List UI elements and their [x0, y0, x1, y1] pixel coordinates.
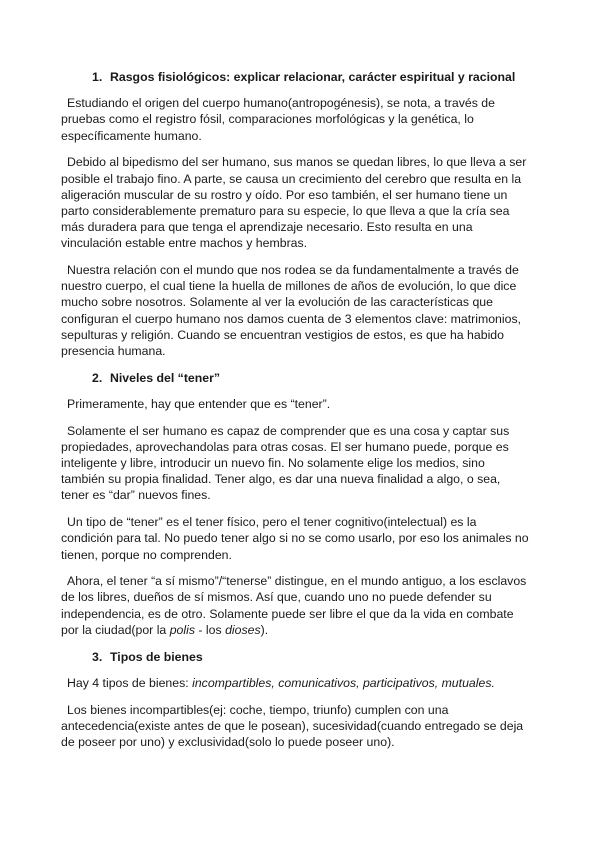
section-3-paragraph-1-intro: Hay 4 tipos de bienes: — [67, 675, 193, 690]
section-2-title: Niveles del “tener” — [110, 370, 221, 385]
section-1-heading — [61, 69, 531, 85]
section-2-paragraph-4 — [61, 573, 531, 638]
section-3-heading — [61, 649, 531, 665]
section-2-paragraph-4-text-start: Ahora, el tener “a sí mismo”/“tenerse” distingue, en el mundo antiguo, a los esclavos de los libres, dueños de sí mismos. Así que, cuando uno no puede defender su independencia, es de otro. Solamente puede ser libre el que da la vida en combate por la ciudad(por la — [61, 574, 527, 637]
section-1-paragraph-3: Nuestra relación con el mundo que nos rodea se da fundamentalmente a través de nuestro cuerpo, el cual tiene la huella de millones de años de evolución, lo que dice mucho sobre nosotros. Solamente al ver la evolución de las características que configuran el cuerpo humano nos damos cuenta de 3 elementos clave: matrimonios, sepulturas y religión. Cuando se encuentran vestigios de estos, es que ha habido presencia humana. — [61, 263, 522, 359]
document-body — [61, 69, 531, 761]
section-2-number: 2. — [92, 370, 103, 385]
section-1-number: 1. — [92, 70, 103, 84]
section-3-paragraph-1 — [61, 675, 531, 691]
section-1-title: Rasgos fisiológicos: explicar relacionar, carácter espiritual y racional — [110, 70, 516, 84]
dioses-term: dioses — [225, 622, 261, 637]
section-1-paragraph-1: Estudiando el origen del cuerpo humano(antropogénesis), se nota, a través de pruebas como el registro fósil, comparaciones morfológicas y la genética, lo específicamente humano. — [61, 96, 495, 143]
section-3-title: Tipos de bienes — [110, 649, 203, 664]
section-3-number: 3. — [92, 649, 103, 664]
section-2-paragraph-4-text-mid: - los — [194, 622, 226, 637]
section-2-paragraph-2: Solamente el ser humano es capaz de comprender que es una cosa y captar sus propiedades, aprovechandolas para otras cosas. El ser humano puede, porque es inteligente y libre, introducir un nuevo fin. No solamente elige los medios, sino también su propia finalidad. Tener algo, es dar una nueva finalidad a algo, o sea, tener es “dar” nuevos fines. — [61, 423, 510, 503]
section-2-paragraph-4-text-end: ). — [260, 622, 269, 637]
section-2-paragraph-3: Un tipo de “tener” es el tener físico, pero el tener cognitivo(intelectual) es la condición para tal. No puedo tener algo si no se como usarlo, por eso los animales no tienen, porque no comprenden. — [61, 515, 529, 562]
polis-term: polis — [169, 622, 195, 637]
section-2-paragraph-1: Primeramente, hay que entender que es “tener”. — [67, 396, 331, 411]
section-3-paragraph-2: Los bienes incompartibles(ej: coche, tiempo, triunfo) cumplen con una antecedencia(existe antes de que le posean), sucesividad(cuando entregado se deja de poseer por uno) y exclusividad(solo lo puede poseer uno). — [61, 702, 524, 749]
section-2-heading — [61, 370, 531, 386]
bienes-types-list: incompartibles, comunicativos, participativos, mutuales. — [192, 675, 495, 690]
section-1-paragraph-2: Debido al bipedismo del ser humano, sus manos se quedan libres, lo que lleva a ser posible el trabajo fino. A parte, se causa un crecimiento del cerebro que resulta en la aligeración muscular de su rostro y oído. Por eso también, el ser humano tiene un parto considerablemente prematuro para su especie, lo que lleva a que la cría sea más duradera para que tenga el aprendizaje necesario. Esto resulta en una vinculación estable entre machos y hembras. — [61, 155, 527, 251]
